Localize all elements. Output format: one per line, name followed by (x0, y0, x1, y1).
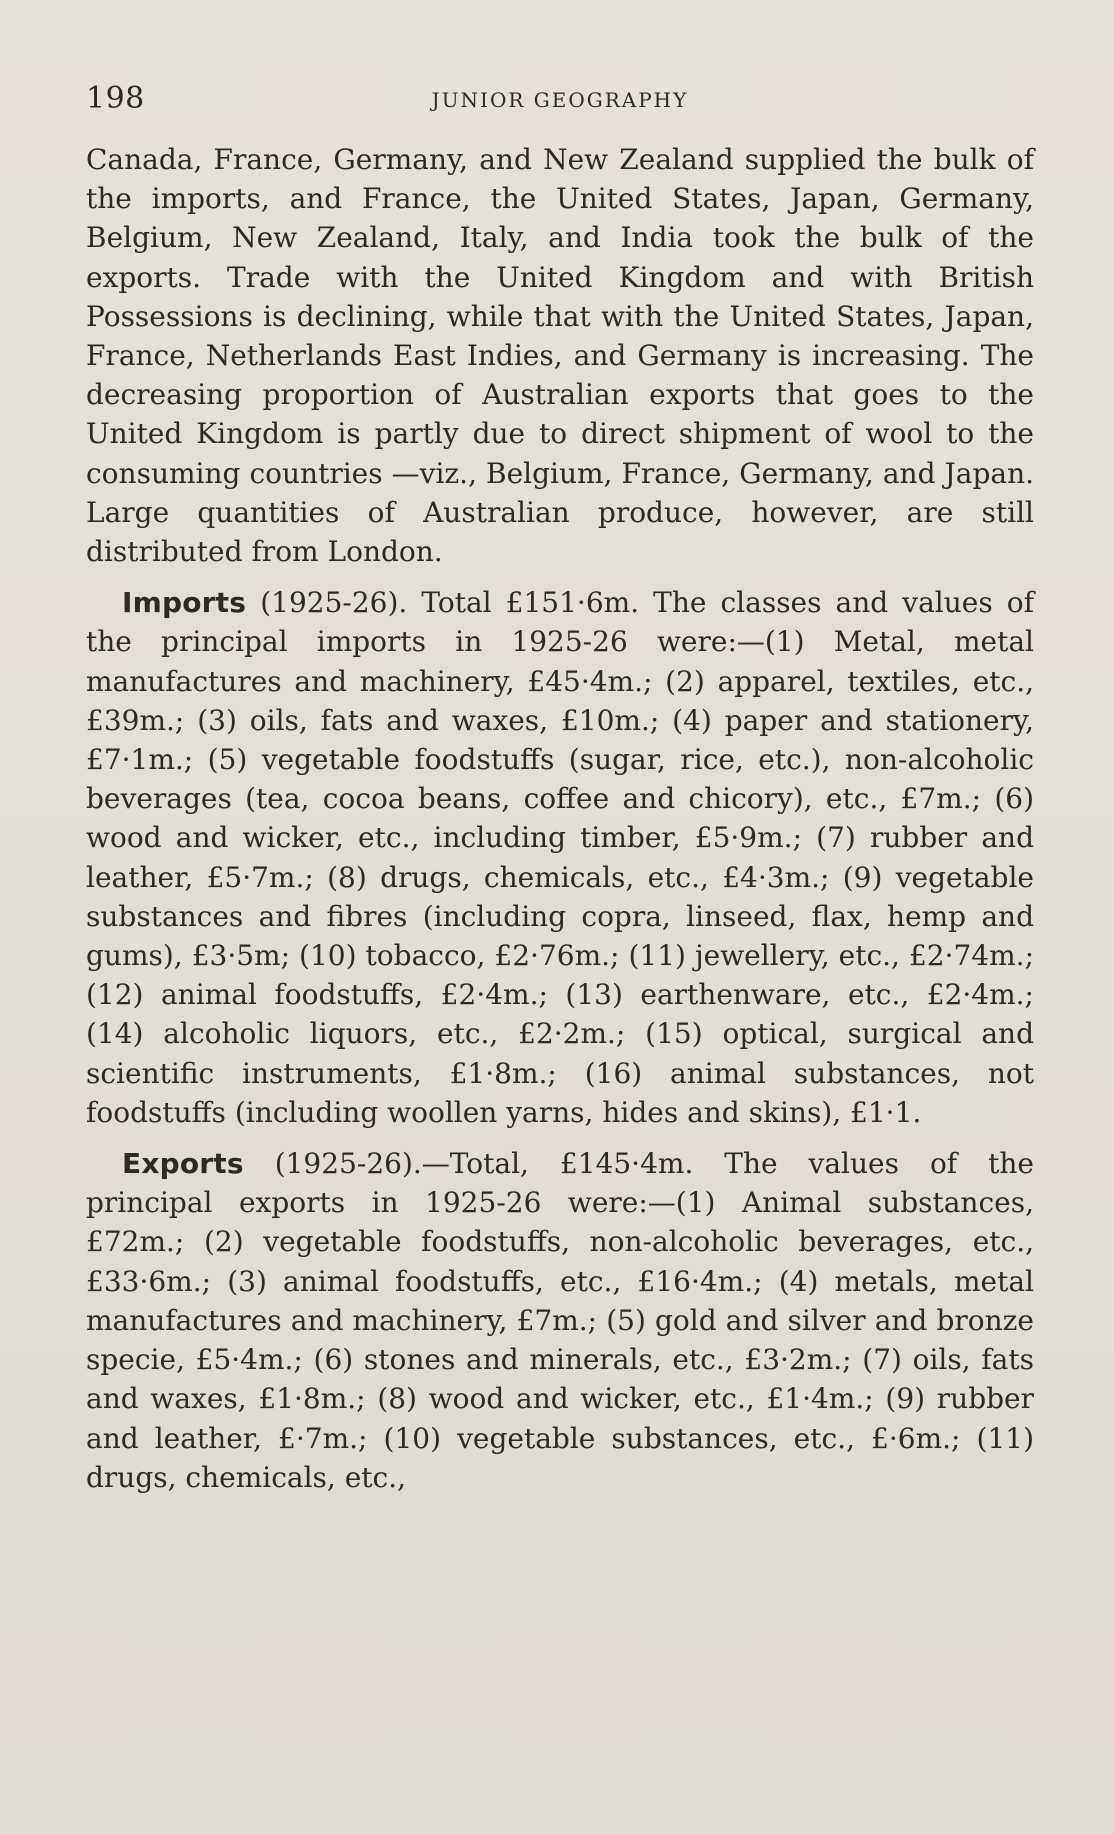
imports-text: (1925-26). Total £151·6m. The classes and values of the principal imports in 1925-26 were:—(1) Metal, metal manufactures and machinery, £45·4m.; (2) apparel, textiles, etc., £39m.; (3) oils, fats and waxes, £10m.; (4) paper and stationery, £7·1m.; (5) vegetable foodstuffs (sugar, rice, etc.), non-alcoholic beverages (tea, cocoa beans, coffee and chicory), etc., £7m.; (6) wood and wicker, etc., including timber, £5·9m.; (7) rubber and leather, £5·7m.; (8) drugs, chemicals, etc., £4·3m.; (9) vegetable substances and fibres (including copra, linseed, flax, hemp and gums), £3·5m; (10) tobacco, £2·76m.; (11) jewellery, etc., £2·74m.; (12) animal foodstuffs, £2·4m.; (13) earthenware, etc., £2·4m.; (14) alcoholic liquors, etc., £2·2m.; (15) optical, surgical and scientific instruments, £1·8m.; (16) animal substances, not foodstuffs (including woollen yarns, hides and skins), £1·1. (86, 586, 1034, 1129)
running-head (86, 80, 1034, 120)
running-title: JUNIOR GEOGRAPHY (431, 88, 689, 112)
exports-paragraph (86, 1144, 1034, 1497)
page-number: 198 (86, 81, 145, 116)
imports-paragraph (86, 583, 1034, 1132)
exports-text: (1925-26).—Total, £145·4m. The values of the principal exports in 1925-26 were:—(1) Animal substances, £72m.; (2) vegetable foodstuffs, non-alcoholic beverages, etc., £33·6m.; (3) animal foodstuffs, etc., £16·4m.; (4) metals, metal manufactures and machinery, £7m.; (5) gold and silver and bronze specie, £5·4m.; (6) stones and minerals, etc., £3·2m.; (7) oils, fats and waxes, £1·8m.; (8) wood and wicker, etc., £1·4m.; (9) rubber and leather, £·7m.; (10) vegetable substances, etc., £·6m.; (11) drugs, chemicals, etc., (86, 1147, 1034, 1494)
intro-paragraph: Canada, France, Germany, and New Zealand supplied the bulk of the imports, and France, the United States, Japan, Germany, Belgium, New Zealand, Italy, and India took the bulk of the exports. Trade with the United Kingdom and with British Possessions is declining, while that with the United States, Japan, France, Netherlands East Indies, and Germany is increasing. The decreasing proportion of Australian exports that goes to the United Kingdom is partly due to direct shipment of wool to the consuming countries —viz., Belgium, France, Germany, and Japan. Large quantities of Australian produce, however, are still distributed from London. (86, 143, 1034, 569)
imports-heading: Imports (122, 586, 247, 620)
exports-heading: Exports (122, 1147, 244, 1181)
